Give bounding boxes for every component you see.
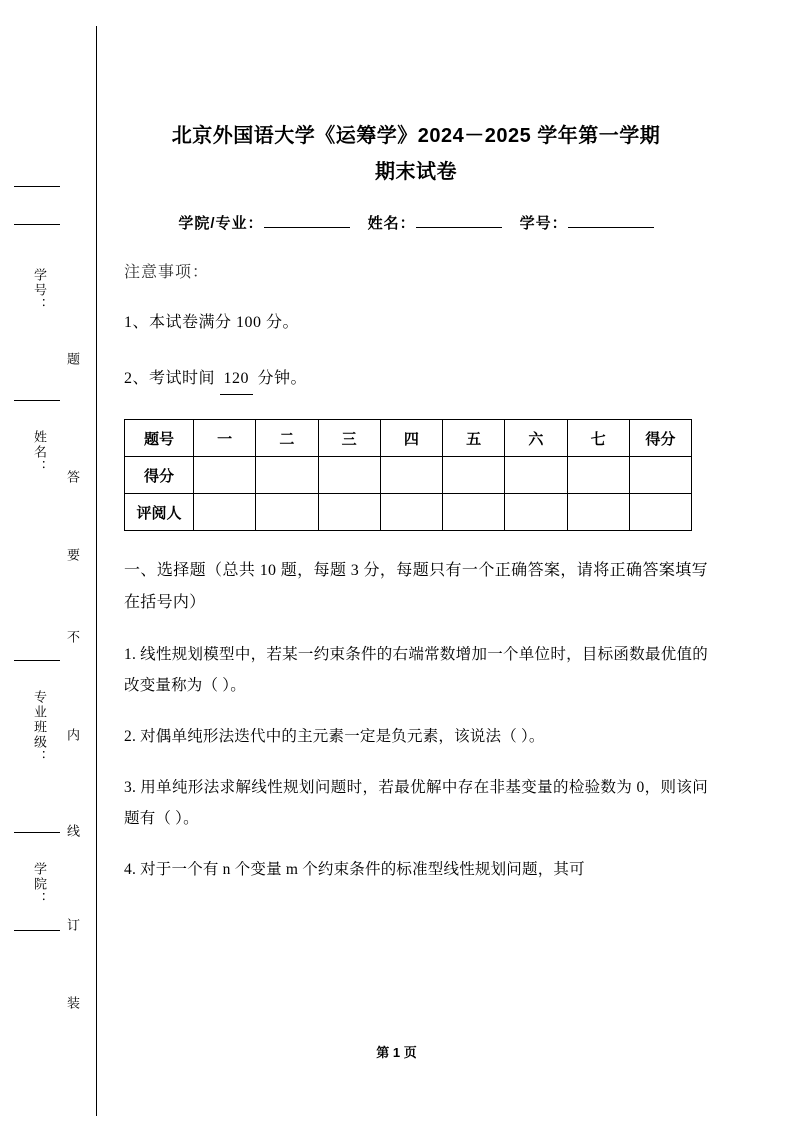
field-student-id [520,215,654,232]
score-table-cell[interactable] [318,457,380,494]
score-table-cell[interactable] [629,457,691,494]
student-info-fields [124,212,708,233]
binding-vertical-line [96,26,97,1116]
score-table-cell[interactable] [567,457,629,494]
margin-word-6: 订 [65,918,80,933]
score-table-cell[interactable] [443,494,505,531]
margin-label-college: 学院： [32,862,47,907]
score-table-cell[interactable] [380,494,442,531]
note-item-2-prefix: 2、考试时间 [124,370,216,387]
score-table-cell[interactable] [380,457,442,494]
score-table-cell: 二 [256,420,318,457]
score-table-cell[interactable] [505,494,567,531]
table-row [125,420,692,457]
note-item-1: 1、本试卷满分 100 分。 [124,314,300,331]
score-table-cell[interactable] [629,494,691,531]
score-table-cell[interactable] [194,494,256,531]
score-table-cell[interactable] [256,457,318,494]
page-footer: 第 1 页 [376,1045,417,1060]
exam-duration-value: 120 [220,364,254,395]
margin-word-3: 不 [65,630,80,645]
score-table-cell[interactable] [505,457,567,494]
page-title-line1: 北京外国语大学《运筹学》2024－2025 学年第一学期 [171,125,661,147]
score-table-cell: 一 [194,420,256,457]
score-table-cell: 得分 [629,420,691,457]
field-student-id-blank[interactable] [568,212,654,228]
page-title [124,0,708,190]
margin-rule-4 [14,660,60,661]
score-table-cell: 六 [505,420,567,457]
margin-rule-5 [14,832,60,833]
question-item: 4. 对于一个有 n 个变量 m 个约束条件的标准型线性规划问题，其可 [124,861,585,878]
score-table-cell: 四 [380,420,442,457]
margin-label-student-id: 学号： [32,268,47,313]
field-college-major [178,215,349,232]
margin-label-class: 专业班级： [32,690,47,765]
score-table-cell[interactable] [443,457,505,494]
margin-rule-1 [14,224,60,225]
score-table-row-header: 题号 [125,420,194,457]
margin-word-0: 题 [65,352,80,367]
field-name-label: 姓名： [367,215,416,232]
margin-word-7: 装 [65,996,80,1011]
binding-margin [0,0,100,1122]
section-heading-choice: 一、选择题（总共 10 题，每题 3 分，每题只有一个正确答案，请将正确答案填写在括号内） [124,562,708,611]
field-college-major-label: 学院/专业： [178,215,264,232]
page-title-line2: 期末试卷 [375,161,457,183]
score-table-cell[interactable] [256,494,318,531]
field-college-major-blank[interactable] [264,212,350,228]
table-row [125,457,692,494]
score-table-cell[interactable] [567,494,629,531]
field-name [368,215,502,232]
score-table-cell[interactable] [318,494,380,531]
margin-rule-6 [14,930,60,931]
score-table-row-header: 得分 [125,457,194,494]
question-item: 2. 对偶单纯形法迭代中的主元素一定是负元素，该说法（ ）。 [124,728,545,745]
question-item: 3. 用单纯形法求解线性规划问题时，若最优解中存在非基变量的检验数为 0，则该问题有（ ）。 [124,779,708,827]
margin-word-4: 内 [65,728,80,743]
margin-rule-2 [14,186,60,187]
margin-word-2: 要 [65,548,80,563]
margin-word-5: 线 [65,824,80,839]
score-table-cell: 七 [567,420,629,457]
score-table-cell[interactable] [194,457,256,494]
exam-content [124,0,708,885]
margin-rule-3 [14,400,60,401]
note-item-2-suffix: 分钟。 [257,370,308,387]
score-table-cell: 五 [443,420,505,457]
field-student-id-label: 学号： [519,215,568,232]
margin-word-1: 答 [65,470,80,485]
score-table-cell: 三 [318,420,380,457]
margin-label-name: 姓名： [32,430,47,475]
score-table [124,419,692,531]
field-name-blank[interactable] [416,212,502,228]
notes-heading: 注意事项： [124,264,210,281]
note-item-2 [124,364,708,395]
table-row [125,494,692,531]
question-item: 1. 线性规划模型中，若某一约束条件的右端常数增加一个单位时，目标函数最优值的改变量称为（ ）。 [124,646,708,694]
score-table-row-header: 评阅人 [125,494,194,531]
